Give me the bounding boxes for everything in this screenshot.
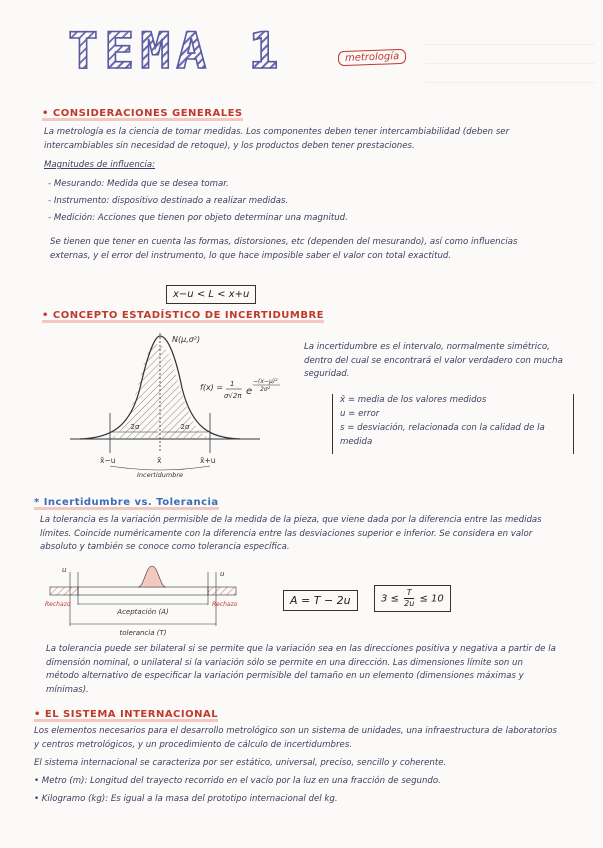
legend-deviation: s = desviación, relacionada con la calidad de la medida (340, 423, 545, 447)
bleed-through-area (425, 30, 595, 87)
u-left-label: u (62, 566, 67, 574)
section-heading-tolerance: * Incertidumbre vs. Tolerancia (34, 497, 219, 508)
span-left-label: 2σ (130, 423, 140, 431)
reject-right-label: Rechazo (212, 601, 238, 608)
curve-label: N(μ,σ²) (172, 335, 201, 344)
ratio-numerator: T (404, 588, 414, 599)
ratio-pre: 3 ≤ (381, 593, 399, 605)
section-heading-general: • CONSIDERACIONES GENERALES (42, 108, 243, 119)
bullet-medicion: - Medición: Acciones que tienen por objeto determinar una magnitud. (48, 213, 348, 223)
topic-tag: metrología (338, 49, 407, 66)
section-heading-statistical: • CONCEPTO ESTADÍSTICO DE INCERTIDUMBRE (42, 310, 324, 321)
subheading-influence: Magnitudes de influencia: (44, 160, 156, 170)
bullet-instrumento: - Instrumento: dispositivo destinado a realizar medidas. (48, 196, 289, 206)
fx-label: f(x) = (200, 383, 224, 392)
formula-uncertainty-interval: x−u < L < x+u (166, 285, 256, 304)
reject-left-label: Rechazo (45, 601, 71, 608)
paragraph-metrology-definition: La metrología es la ciencia de tomar medidas. Los componentes deben tener intercambiabilidad (deben ser intercambiables sin necesidad de retoque), y los productos deben tener prestaciones. (44, 127, 510, 151)
legend-mean: x̄ = media de los valores medidos (340, 395, 487, 405)
axis-right-label: x̄+u (200, 456, 216, 465)
section-heading-si: • EL SISTEMA INTERNACIONAL (34, 709, 219, 720)
axis-mid-label: x̄ (157, 456, 162, 465)
tolerance-diagram (42, 560, 252, 645)
paragraph-influences: Se tienen que tener en cuenta las formas, distorsiones, etc (dependen del mesurando), así como influencias externas, y el error del instrumento, lo que hace imposible saber el valor con total exactitud. (50, 237, 518, 261)
paragraph-tolerance: La tolerancia es la variación permisible de la medida de la pieza, que viene dada por la diferencia entre las medidas límites. Coincide numéricamente con la diferencia entre las desviaciones superior e inferior. Se considera en valor absoluto y también se conoce como tolerancia específica. (40, 515, 542, 553)
paragraph-si-characteristics: El sistema internacional se caracteriza por ser estático, universal, preciso, sencillo y coherente. (34, 758, 447, 768)
svg-text:1: 1 (230, 380, 235, 388)
page-title: TEMA 1 (68, 22, 285, 80)
legend-error: u = error (340, 409, 380, 419)
tolerance-label: tolerancia (T) (119, 629, 167, 637)
svg-text:2σ²: 2σ² (260, 386, 271, 393)
span-right-label: 2σ (180, 423, 190, 431)
bullet-metro: • Metro (m): Longitud del trayecto recorrido en el vacío por la luz en una fracción de segundo. (34, 776, 441, 786)
gaussian-diagram (60, 328, 320, 478)
bullet-kilogramo: • Kilogramo (kg): Es igual a la masa del prototipo internacional del kg. (34, 794, 338, 804)
formula-ratio (374, 585, 451, 612)
paragraph-uncertainty: La incertidumbre es el intervalo, normalmente simétrico, dentro del cual se encontrará el valor verdadero con mucha seguridad. (304, 342, 563, 380)
svg-text:−(x−μ)²: −(x−μ)² (253, 378, 278, 385)
paragraph-si-elements: Los elementos necesarios para el desarrollo metrológico son un sistema de unidades, una infraestructura de laboratorios y centros metrológicos, y un procedimiento de cálculo de incertidumbres. (34, 726, 558, 750)
formula-acceptance: A = T − 2u (283, 590, 358, 611)
axis-caption: Incertidumbre (136, 471, 184, 478)
svg-text:e: e (246, 386, 253, 397)
axis-left-label: x̄−u (100, 456, 116, 465)
acceptance-label: Aceptación (A) (117, 608, 169, 616)
ratio-post: ≤ 10 (419, 593, 444, 605)
svg-text:σ√2π: σ√2π (224, 392, 242, 400)
u-right-label: u (220, 570, 225, 578)
ratio-denominator: 2u (404, 599, 415, 608)
paragraph-bilateral: La tolerancia puede ser bilateral si se permite que la variación sea en las direcciones positiva y negativa a partir de la dimensión nominal, o unilateral si la variación sólo se permite en una dirección. Las dimensiones límite son un método alternativo de especificar la variación permisible del tamaño en un elemento (dimensiones máximas y mínimas). (46, 644, 556, 695)
bullet-mesurando: - Mesurando: Medida que se desea tomar. (48, 179, 229, 189)
